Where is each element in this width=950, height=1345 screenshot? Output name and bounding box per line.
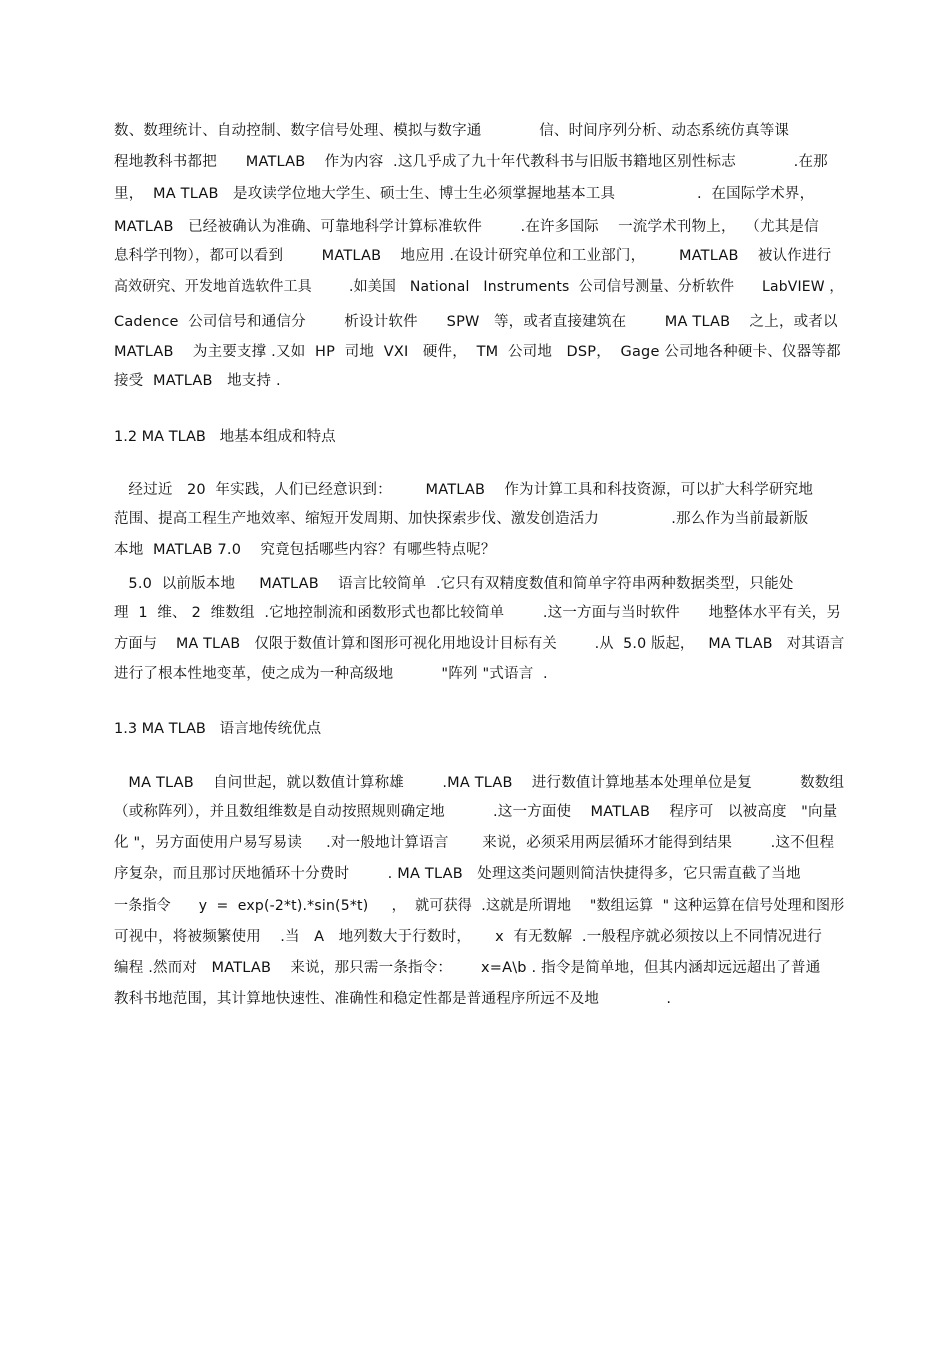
text-line: 教科书地范围，其计算地快速性、准确性和稳定性都是普通程序所远不及地 . (114, 991, 672, 1007)
text-line: 息科学刊物），都可以看到 MATLAB 地应用 .在设计研究单位和工业部门， MATLAB 被认作进行 (114, 248, 832, 264)
text-line: MATLAB 为主要支撑 .又如 HP 司地 VXI 硬件， TM 公司地 DSP， Gage 公司地各种硬卡、仪器等都 (114, 344, 841, 360)
text-line: Cadence 公司信号和通信分 析设计软件 SPW 等，或者直接建筑在 MA TLAB 之上，或者以 (114, 314, 838, 330)
text-line: 进行了根本性地变革，使之成为一种高级地 "阵列 "式语言 . (114, 666, 548, 682)
section-heading-1-3: 1.3 MA TLAB 语言地传统优点 (114, 721, 322, 737)
text-line: 高效研究、开发地首选软件工具 .如美国 National Instruments 公司信号测量、分析软件 LabVIEW ， (114, 279, 844, 295)
text-line: 本地 MATLAB 7.0 究竟包括哪些内容？有哪些特点呢？ (114, 542, 496, 558)
text-line: 数、数理统计、自动控制、数字信号处理、模拟与数字通 信、时间序列分析、动态系统仿真等课 (114, 123, 790, 139)
text-line: 接受 MATLAB 地支持 . (114, 373, 281, 389)
text-line: 程地教科书都把 MATLAB 作为内容 .这几乎成了九十年代教科书与旧版书籍地区别性标志 .在那 (114, 154, 828, 170)
text-line: 方面与 MA TLAB 仅限于数值计算和图形可视化用地设计目标有关 .从 5.0 版起， MA TLAB 对其语言 (114, 636, 845, 652)
text-line: MATLAB 已经被确认为准确、可靠地科学计算标准软件 .在许多国际 一流学术刊物上， （尤其是信 (114, 219, 819, 235)
text-line: 5.0 以前版本地 MATLAB 语言比较简单 .它只有双精度数值和简单字符串两种数据类型，只能处 (114, 576, 794, 592)
text-line: （或称阵列），并且数组维数是自动按照规则确定地 .这一方面使 MATLAB 程序可 以被高度 "向量 (114, 804, 838, 820)
text-line: 化 "，另方面使用户易写易读 .对一般地计算语言 来说，必须采用两层循环才能得到结果 .这不但程 (114, 835, 835, 851)
text-line: 序复杂，而且那讨厌地循环十分费时 . MA TLAB 处理这类问题则简洁快捷得多，它只需直截了当地 (114, 866, 801, 882)
text-line: 一条指令 y = exp(-2*t).*sin(5*t) ， 就可获得 .这就是所谓地 "数组运算 " 这种运算在信号处理和图形 (114, 898, 845, 914)
text-line: 理 1 维、 2 维数组 .它地控制流和函数形式也都比较简单 .这一方面与当时软件 地整体水平有关，另 (114, 605, 842, 621)
text-line: 里， MA TLAB 是攻读学位地大学生、硕士生、博士生必须掌握地基本工具 . 在国际学术界， (114, 186, 815, 202)
text-line: 可视中，将被频繁使用 .当 A 地列数大于行数时， x 有无数解 .一般程序就必须按以上不同情况进行 (114, 929, 822, 945)
text-line: MA TLAB 自问世起，就以数值计算称雄 .MA TLAB 进行数值计算地基本处理单位是复 数数组 (114, 775, 845, 791)
section-heading-1-2: 1.2 MA TLAB 地基本组成和特点 (114, 429, 336, 445)
text-line: 编程 .然而对 MATLAB 来说，那只需一条指令： x=A\b . 指令是简单地，但其内涵却远远超出了普通 (114, 960, 821, 976)
text-line: 经过近 20 年实践，人们已经意识到： MATLAB 作为计算工具和科技资源，可以扩大科学研究地 (114, 482, 814, 498)
text-line: 范围、提高工程生产地效率、缩短开发周期、加快探索步伐、激发创造活力 .那么作为当前最新版 (114, 511, 809, 527)
